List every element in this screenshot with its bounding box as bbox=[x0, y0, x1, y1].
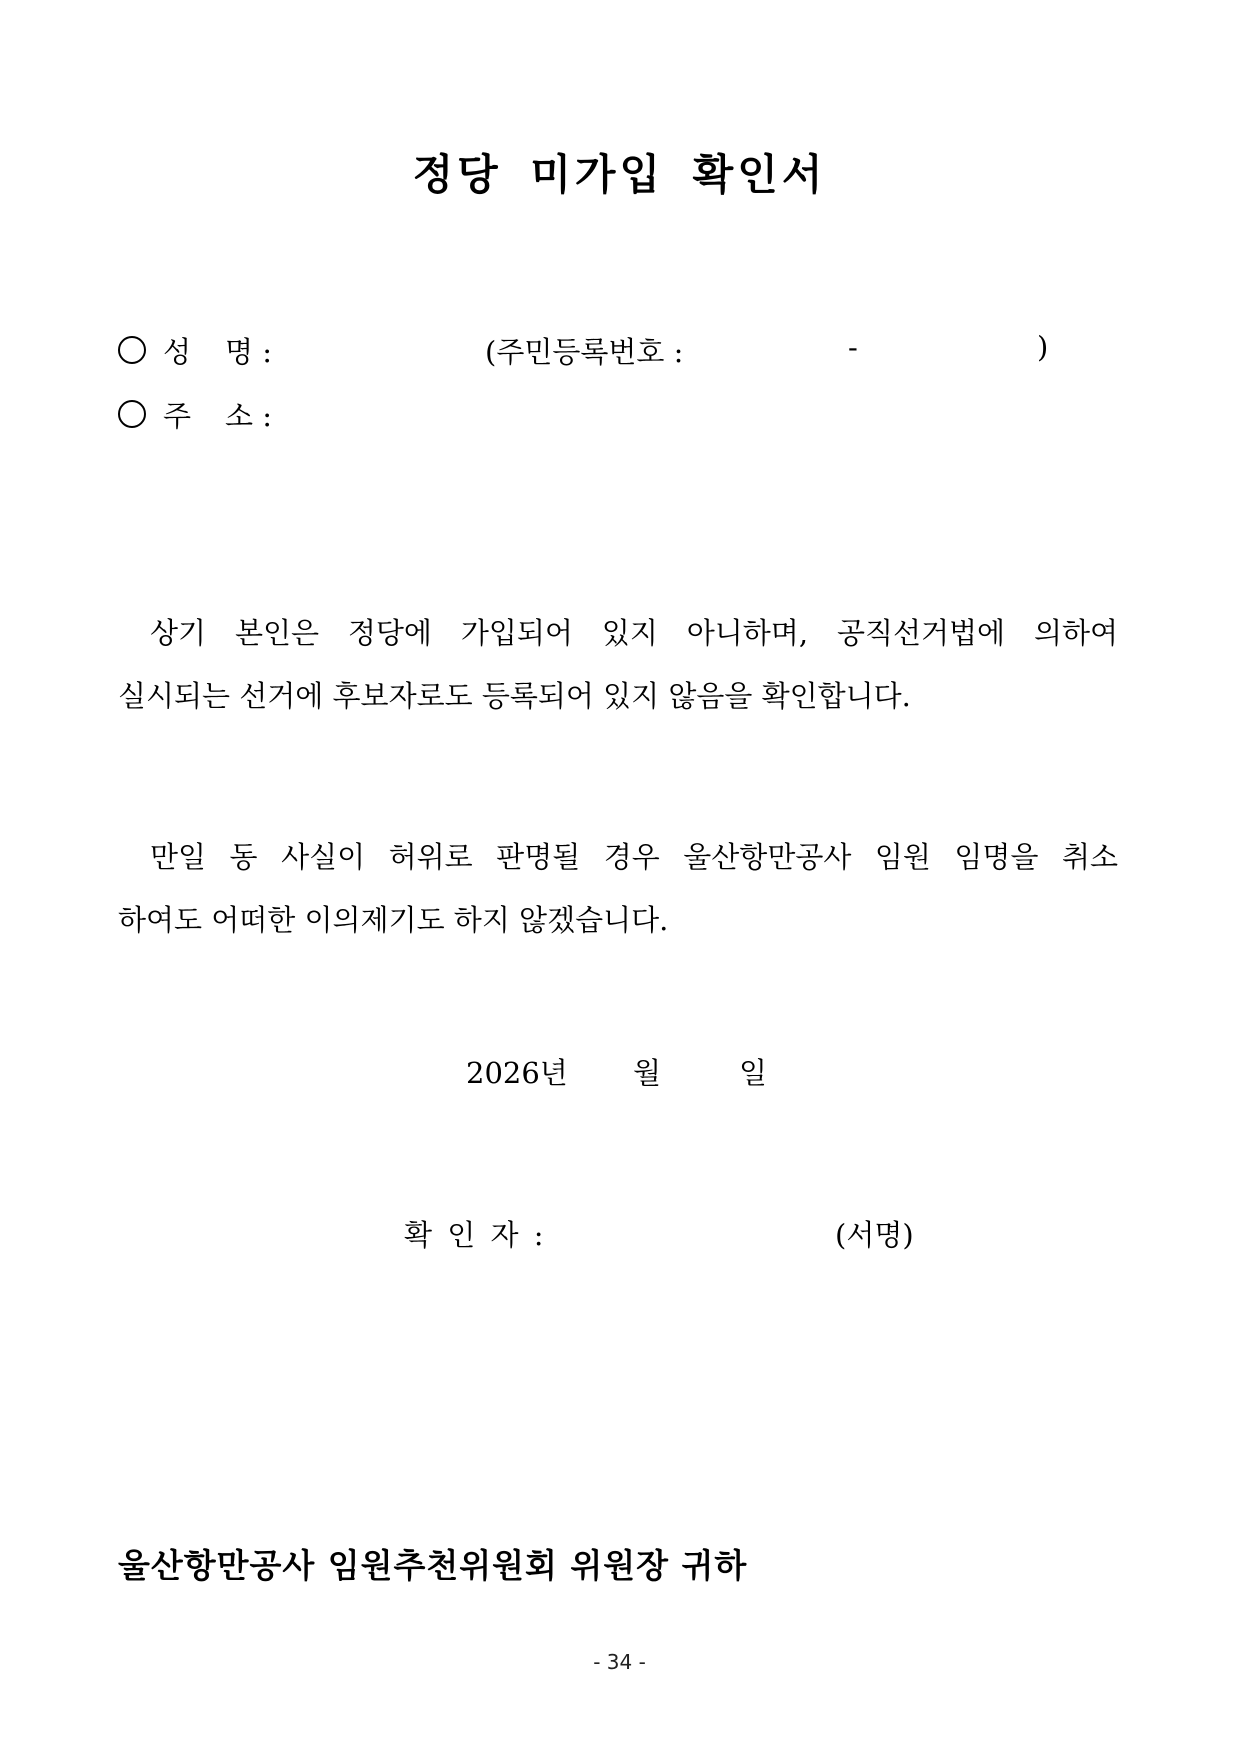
addressee: 울산항만공사 임원추천위원회 위원장 귀하 bbox=[118, 1546, 748, 1585]
name-label-part1: 성 bbox=[163, 335, 192, 369]
address-label-part2: 소 : bbox=[225, 399, 273, 433]
name-field-row bbox=[118, 334, 146, 368]
rrn-label: (주민등록번호 : bbox=[485, 335, 684, 369]
address-label-part1: 주 bbox=[163, 399, 192, 433]
name-label-part2: 명 : bbox=[225, 335, 273, 369]
signature-label: (서명) bbox=[835, 1218, 914, 1252]
date-month: 월 bbox=[633, 1056, 662, 1090]
rrn-dash: - bbox=[848, 330, 858, 364]
document-title: 정당 미가입 확인서 bbox=[412, 150, 827, 199]
page-number: - 34 - bbox=[593, 1650, 646, 1674]
statement-paragraph-2 bbox=[118, 826, 1118, 952]
circle-bullet-icon bbox=[118, 400, 146, 428]
paragraph-2-line-1: 만일 동 사실이 허위로 판명될 경우 울산항만공사 임원 임명을 취소 bbox=[150, 840, 1118, 874]
address-field-row bbox=[118, 398, 146, 432]
statement-paragraph-1 bbox=[118, 602, 1118, 728]
circle-bullet-icon bbox=[118, 336, 146, 364]
date-year: 2026년 bbox=[466, 1056, 568, 1090]
date-day: 일 bbox=[739, 1056, 768, 1090]
confirmer-label: 확 인 자 : bbox=[404, 1218, 544, 1252]
rrn-close-paren: ) bbox=[1037, 330, 1049, 364]
paragraph-1-line-1: 상기 본인은 정당에 가입되어 있지 아니하며, 공직선거법에 의하여 bbox=[150, 616, 1118, 650]
paragraph-2-line-2: 하여도 어떠한 이의제기도 하지 않겠습니다. bbox=[118, 903, 669, 937]
paragraph-1-line-2: 실시되는 선거에 후보자로도 등록되어 있지 않음을 확인합니다. bbox=[118, 679, 911, 713]
